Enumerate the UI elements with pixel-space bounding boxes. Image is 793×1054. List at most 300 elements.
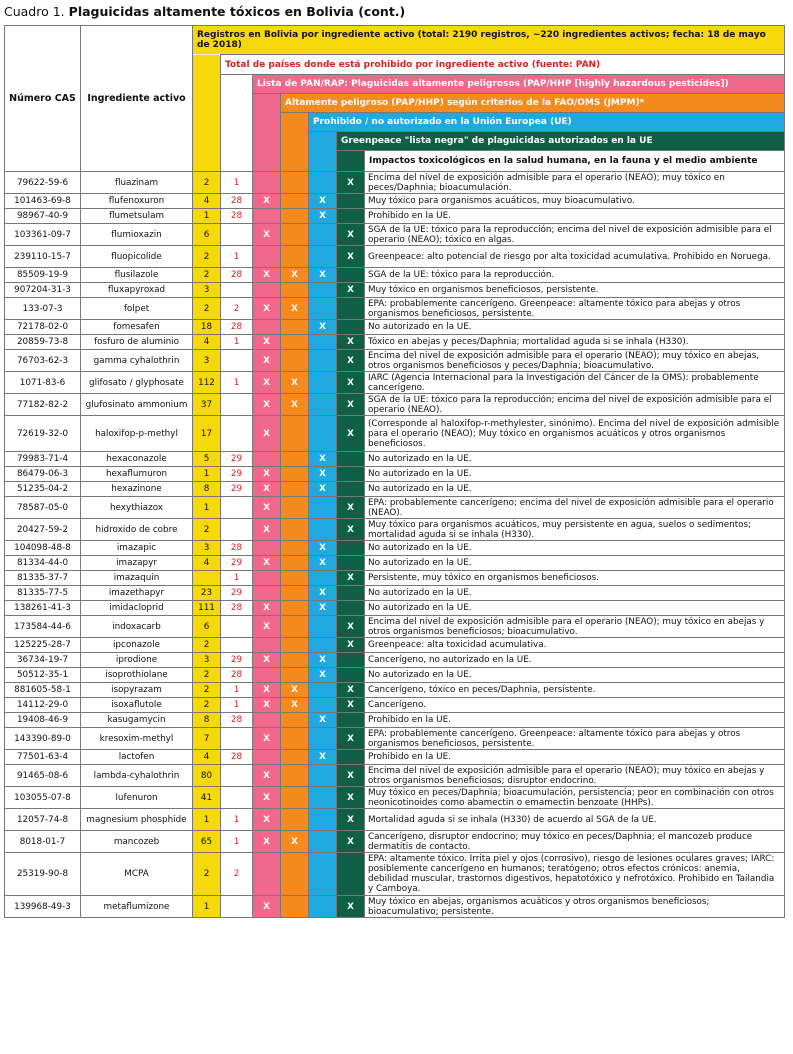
ue-mark [309,765,337,787]
ingredient-cell: metaflumizone [81,896,193,918]
table-row [5,713,785,728]
countries-cell [221,765,253,787]
cas-cell: 103361-09-7 [5,224,81,246]
countries-cell: 1 [221,683,253,698]
impact-cell: Muy tóxico para organismos acuáticos, muy bioacumulativo. [365,194,785,209]
ingredient-cell: imazethapyr [81,586,193,601]
greenpeace-mark [337,556,365,571]
countries-cell [221,283,253,298]
fao-mark [281,519,309,541]
impact-cell: Encima del nivel de exposición admisible para el operario (NEAO); muy tóxico en abejas y otros organismos beneficiosos; disruptor endocrino. [365,765,785,787]
ingredient-cell: imazapyr [81,556,193,571]
registros-cell: 2 [193,519,221,541]
pan-mark: X [253,298,281,320]
countries-cell [221,638,253,653]
cas-cell: 72619-32-0 [5,416,81,452]
header-spacer [193,75,221,94]
greenpeace-mark: X [337,283,365,298]
pan-mark [253,320,281,335]
ingredient-cell: flusilazole [81,268,193,283]
ue-mark [309,809,337,831]
fao-mark [281,224,309,246]
cas-cell: 173584-44-6 [5,616,81,638]
fao-mark [281,416,309,452]
pan-mark [253,750,281,765]
countries-cell: 1 [221,571,253,586]
greenpeace-mark: X [337,683,365,698]
ingredient-cell: lactofen [81,750,193,765]
registros-cell: 4 [193,556,221,571]
header-spacer [221,132,253,151]
fao-mark [281,497,309,519]
impact-cell: Greenpeace: alto potencial de riesgo por alta toxicidad acumulativa. Prohibido en Noruega. [365,246,785,268]
header-spacer [253,113,281,132]
fao-mark [281,452,309,467]
registros-cell: 3 [193,350,221,372]
fao-mark: X [281,831,309,853]
cas-cell: 143390-89-0 [5,728,81,750]
fao-mark [281,350,309,372]
fao-mark [281,638,309,653]
registros-cell: 6 [193,616,221,638]
header-ue: Prohibido / no autorizado en la Unión Europea (UE) [309,113,785,132]
ue-mark [309,224,337,246]
registros-cell: 2 [193,853,221,896]
impact-cell: No autorizado en la UE. [365,668,785,683]
fao-mark: X [281,298,309,320]
countries-cell: 1 [221,246,253,268]
ingredient-cell: hexaflumuron [81,467,193,482]
header-spacer [221,94,253,113]
countries-cell: 1 [221,809,253,831]
header-spacer [253,132,281,151]
table-row [5,298,785,320]
pan-mark [253,853,281,896]
registros-cell: 2 [193,638,221,653]
header-ingredient: Ingrediente activo [81,26,193,172]
table-row [5,320,785,335]
ingredient-cell: glufosinato ammonium [81,394,193,416]
registros-cell: 3 [193,653,221,668]
ue-mark: X [309,601,337,616]
countries-cell: 1 [221,372,253,394]
ingredient-cell: isoprothiolane [81,668,193,683]
ue-mark [309,616,337,638]
registros-cell: 2 [193,298,221,320]
greenpeace-mark: X [337,224,365,246]
countries-cell: 28 [221,713,253,728]
table-row [5,728,785,750]
impact-cell: Cancerígeno, no autorizado en la UE. [365,653,785,668]
header-spacer [221,151,253,172]
impact-cell: Cancerígeno, tóxico en peces/Daphnia, persistente. [365,683,785,698]
header-spacer [193,132,221,151]
registros-cell: 17 [193,416,221,452]
fao-mark [281,467,309,482]
impact-cell: Muy tóxico para organismos acuáticos, muy persistente en agua, suelos o sedimentos; mortalidad aguda si se inhala (H330). [365,519,785,541]
registros-cell: 6 [193,224,221,246]
pan-mark: X [253,416,281,452]
countries-cell: 29 [221,653,253,668]
header-paises: Total de países donde está prohibido por ingrediente activo (fuente: PAN) [221,55,785,75]
fao-mark: X [281,394,309,416]
table-row [5,416,785,452]
cas-cell: 20859-73-8 [5,335,81,350]
cas-cell: 86479-06-3 [5,467,81,482]
registros-cell: 2 [193,668,221,683]
table-row [5,787,785,809]
ue-mark: X [309,467,337,482]
fao-mark [281,809,309,831]
greenpeace-mark [337,713,365,728]
impact-cell: No autorizado en la UE. [365,586,785,601]
table-title [4,4,405,19]
cas-cell: 138261-41-3 [5,601,81,616]
fao-mark: X [281,698,309,713]
countries-cell: 2 [221,853,253,896]
header-spacer [337,151,365,172]
impact-cell: No autorizado en la UE. [365,320,785,335]
cas-cell: 77182-82-2 [5,394,81,416]
ue-mark [309,497,337,519]
fao-mark [281,172,309,194]
registros-cell: 2 [193,172,221,194]
table-header [5,26,785,172]
fao-mark [281,616,309,638]
countries-cell: 28 [221,194,253,209]
ue-mark [309,372,337,394]
header-spacer [253,151,281,172]
header-cas: Número CAS [5,26,81,172]
ue-mark [309,172,337,194]
greenpeace-mark: X [337,519,365,541]
pan-mark: X [253,467,281,482]
greenpeace-mark: X [337,831,365,853]
fao-mark [281,653,309,668]
impact-cell: EPA: probablemente cancerígeno; encima del nivel de exposición admisible para el operario (NEAO). [365,497,785,519]
cas-cell: 79983-71-4 [5,452,81,467]
impact-cell: Encima del nivel de exposición admisible para el operario (NEAO); muy tóxico en abejas, otros organismos beneficiosos y peces/Daphnia; bioacumulativo. [365,350,785,372]
ingredient-cell: hexythiazox [81,497,193,519]
greenpeace-mark: X [337,350,365,372]
cas-cell: 81335-37-7 [5,571,81,586]
cas-cell: 19408-46-9 [5,713,81,728]
registros-cell: 4 [193,194,221,209]
header-spacer [221,75,253,94]
cas-cell: 139968-49-3 [5,896,81,918]
countries-cell [221,616,253,638]
countries-cell [221,519,253,541]
cas-cell: 907204-31-3 [5,283,81,298]
pan-mark [253,638,281,653]
countries-cell: 1 [221,335,253,350]
cas-cell: 79622-59-6 [5,172,81,194]
ingredient-cell: fluopicolide [81,246,193,268]
cas-cell: 72178-02-0 [5,320,81,335]
registros-cell: 5 [193,452,221,467]
header-spacer [193,151,221,172]
registros-cell: 1 [193,497,221,519]
pan-mark: X [253,372,281,394]
impact-cell: Muy tóxico en abejas, organismos acuáticos y otros organismos beneficiosos; bioacumulativo; persistente. [365,896,785,918]
table-row [5,172,785,194]
registros-cell: 1 [193,209,221,224]
ue-mark [309,283,337,298]
cas-cell: 20427-59-2 [5,519,81,541]
impact-cell: No autorizado en la UE. [365,601,785,616]
cas-cell: 36734-19-7 [5,653,81,668]
impact-cell: Greenpeace: alta toxicidad acumulativa. [365,638,785,653]
ingredient-cell: iprodione [81,653,193,668]
countries-cell [221,394,253,416]
table-row [5,541,785,556]
countries-cell: 1 [221,831,253,853]
fao-mark [281,601,309,616]
countries-cell [221,224,253,246]
greenpeace-mark [337,467,365,482]
fao-mark [281,713,309,728]
table-body [5,172,785,918]
header-impactos: Impactos toxicológicos en la salud humana, en la fauna y el medio ambiente [365,151,785,172]
table-row [5,335,785,350]
pan-mark [253,713,281,728]
greenpeace-mark: X [337,394,365,416]
impact-cell: Mortalidad aguda si se inhala (H330) de acuerdo al SGA de la UE. [365,809,785,831]
table-row [5,571,785,586]
greenpeace-mark [337,194,365,209]
countries-cell: 28 [221,668,253,683]
registros-cell: 65 [193,831,221,853]
ue-mark: X [309,320,337,335]
ingredient-cell: kresoxim-methyl [81,728,193,750]
impact-cell: Cancerígeno. [365,698,785,713]
ingredient-cell: magnesium phosphide [81,809,193,831]
ue-mark [309,831,337,853]
countries-cell: 2 [221,298,253,320]
cas-cell: 76703-62-3 [5,350,81,372]
countries-cell: 1 [221,698,253,713]
countries-cell: 29 [221,452,253,467]
header-pan: Lista de PAN/RAP: Plaguicidas altamente peligrosos (PAP/HHP [highly hazardous pesticides]) [253,75,785,94]
impact-cell: SGA de la UE: tóxico para la reproducción; encima del nivel de exposición admisible para el operario (NEAO). [365,394,785,416]
header-spacer [309,132,337,151]
pan-mark [253,172,281,194]
impact-cell: No autorizado en la UE. [365,541,785,556]
table-row [5,519,785,541]
registros-cell: 2 [193,683,221,698]
header-fao: Altamente peligroso (PAP/HHP) según criterios de la FAO/OMS (JMPM)* [281,94,785,113]
pan-mark: X [253,268,281,283]
countries-cell: 29 [221,467,253,482]
pan-mark: X [253,616,281,638]
registros-cell: 111 [193,601,221,616]
fao-mark [281,765,309,787]
pan-mark [253,452,281,467]
countries-cell [221,350,253,372]
greenpeace-mark [337,452,365,467]
ue-mark: X [309,482,337,497]
table-row [5,831,785,853]
countries-cell: 28 [221,541,253,556]
header-spacer [281,113,309,132]
table-row [5,698,785,713]
cas-cell: 78587-05-0 [5,497,81,519]
ue-mark: X [309,541,337,556]
ingredient-cell: imidacloprid [81,601,193,616]
header-spacer [281,132,309,151]
registros-cell: 1 [193,896,221,918]
table-row [5,601,785,616]
cas-cell: 133-07-3 [5,298,81,320]
table-row [5,616,785,638]
ue-mark: X [309,586,337,601]
pan-mark [253,541,281,556]
greenpeace-mark [337,668,365,683]
ue-mark [309,416,337,452]
greenpeace-mark [337,853,365,896]
header-spacer [193,55,221,75]
table-row [5,394,785,416]
pan-mark: X [253,224,281,246]
ue-mark: X [309,556,337,571]
ingredient-cell: fluxapyroxad [81,283,193,298]
cas-cell: 12057-74-8 [5,809,81,831]
greenpeace-mark: X [337,372,365,394]
ue-mark [309,698,337,713]
ue-mark: X [309,209,337,224]
fao-mark [281,750,309,765]
greenpeace-mark: X [337,246,365,268]
ue-mark [309,519,337,541]
registros-cell: 4 [193,750,221,765]
greenpeace-mark: X [337,698,365,713]
pan-mark: X [253,556,281,571]
impact-cell: IARC (Agencia Internacional para la Investigación del Cáncer de la OMS): probablemente cancerígeno. [365,372,785,394]
registros-cell: 4 [193,335,221,350]
registros-cell: 7 [193,728,221,750]
fao-mark [281,556,309,571]
ingredient-cell: ipconazole [81,638,193,653]
ingredient-cell: folpet [81,298,193,320]
cas-cell: 881605-58-1 [5,683,81,698]
registros-cell: 1 [193,467,221,482]
registros-cell: 2 [193,698,221,713]
pan-mark: X [253,394,281,416]
fao-mark: X [281,683,309,698]
greenpeace-mark [337,586,365,601]
impact-cell: Prohibido en la UE. [365,713,785,728]
ue-mark: X [309,713,337,728]
greenpeace-mark: X [337,571,365,586]
cas-cell: 104098-48-8 [5,541,81,556]
table-row [5,452,785,467]
registros-cell: 37 [193,394,221,416]
pan-mark [253,668,281,683]
ue-mark [309,394,337,416]
fao-mark [281,209,309,224]
fao-mark [281,787,309,809]
registros-cell: 8 [193,482,221,497]
table-row [5,750,785,765]
cas-cell: 98967-40-9 [5,209,81,224]
table-row [5,653,785,668]
countries-cell: 29 [221,482,253,497]
cas-cell: 14112-29-0 [5,698,81,713]
greenpeace-mark: X [337,497,365,519]
registros-cell: 80 [193,765,221,787]
table-row [5,224,785,246]
pan-mark [253,209,281,224]
greenpeace-mark [337,320,365,335]
countries-cell: 28 [221,320,253,335]
table-row [5,556,785,571]
pan-mark: X [253,482,281,497]
countries-cell [221,787,253,809]
greenpeace-mark: X [337,172,365,194]
table-row [5,194,785,209]
ingredient-cell: lufenuron [81,787,193,809]
cas-cell: 81334-44-0 [5,556,81,571]
table-row [5,350,785,372]
ingredient-cell: haloxifop-p-methyl [81,416,193,452]
pan-mark: X [253,194,281,209]
cas-cell: 51235-04-2 [5,482,81,497]
impact-cell: Prohibido en la UE. [365,209,785,224]
pan-mark: X [253,683,281,698]
ingredient-cell: MCPA [81,853,193,896]
ue-mark [309,683,337,698]
header-spacer [193,94,221,113]
table-row [5,638,785,653]
impact-cell: Encima del nivel de exposición admisible para el operario (NEAO); muy tóxico en abejas y otros organismos beneficiosos; bioacumulativo. [365,616,785,638]
pan-mark: X [253,831,281,853]
greenpeace-mark [337,482,365,497]
countries-cell [221,416,253,452]
ue-mark: X [309,268,337,283]
impact-cell: Tóxico en abejas y peces/Daphnia; mortalidad aguda si se inhala (H330). [365,335,785,350]
greenpeace-mark [337,541,365,556]
cas-cell: 239110-15-7 [5,246,81,268]
pan-mark: X [253,497,281,519]
countries-cell: 1 [221,172,253,194]
title-text: Plaguicidas altamente tóxicos en Bolivia (cont.) [68,4,406,19]
countries-cell [221,728,253,750]
countries-cell: 28 [221,268,253,283]
impact-cell: Prohibido en la UE. [365,750,785,765]
table-row [5,896,785,918]
table-row [5,283,785,298]
pan-mark: X [253,350,281,372]
ingredient-cell: fosfuro de aluminio [81,335,193,350]
ingredient-cell: fomesafen [81,320,193,335]
countries-cell [221,497,253,519]
fao-mark [281,246,309,268]
pan-mark: X [253,896,281,918]
cas-cell: 8018-01-7 [5,831,81,853]
cas-cell: 103055-07-8 [5,787,81,809]
countries-cell: 28 [221,209,253,224]
fao-mark [281,320,309,335]
header-spacer [281,151,309,172]
header-spacer [253,94,281,113]
fao-mark [281,668,309,683]
fao-mark [281,283,309,298]
registros-cell [193,571,221,586]
table-row [5,246,785,268]
greenpeace-mark: X [337,765,365,787]
pan-mark [253,283,281,298]
ingredient-cell: imazapic [81,541,193,556]
